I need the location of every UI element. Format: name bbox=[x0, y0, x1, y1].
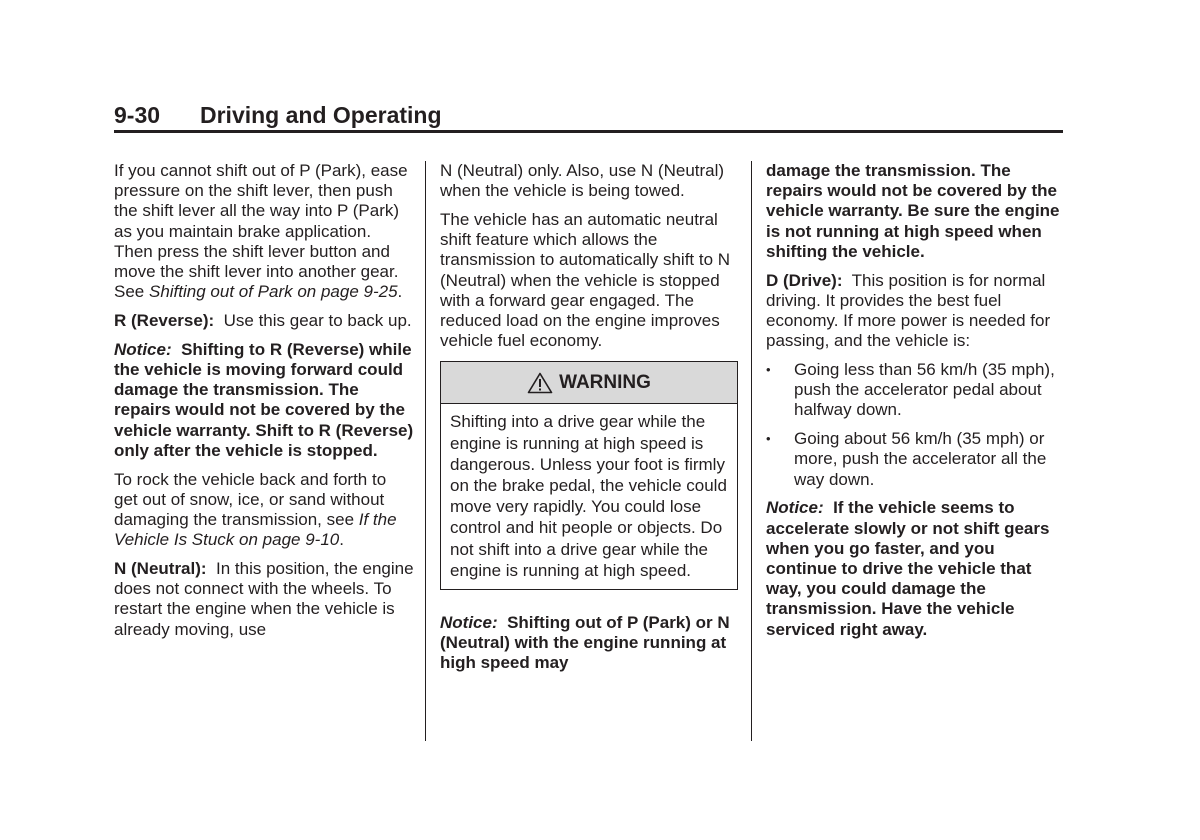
drive-paragraph: D (Drive): This position is for normal driving. It provides the best fuel economy. If more power is needed for passing, and the vehicle is: bbox=[766, 270, 1051, 351]
park-shift-paragraph: If you cannot shift out of P (Park), ease pressure on the shift lever, then push the shift lever all the way into P (Park) as you maintain brake application. Then press the shift lever button and move the shift lever into another gear. See Shifting out of Park on page 9-25. bbox=[114, 161, 408, 302]
slow-acceleration-notice: Notice: If the vehicle seems to accelerate slowly or not shift gears when you go faster, and you continue to drive the vehicle that way, you could damage the transmission. Have the vehicle serviced right away. bbox=[766, 498, 1050, 639]
warning-title: WARNING bbox=[559, 371, 651, 393]
neutral-label: N (Neutral): bbox=[114, 559, 207, 579]
shift-out-notice: Notice: Shifting out of P (Park) or N (Neutral) with the engine running at high speed may bbox=[440, 613, 730, 673]
column-divider-1 bbox=[425, 161, 426, 741]
warning-body: Shifting into a drive gear while the engine is running at high speed is dangerous. Unless your foot is firmly on the brake pedal, the vehicle could move very rapidly. You could lose control and hit people or objects. Do not shift into a drive gear while the engine is running at high speed. bbox=[450, 412, 727, 580]
notice-label: Notice: bbox=[440, 613, 498, 633]
warning-triangle-icon bbox=[527, 372, 553, 394]
list-item: • Going about 56 km/h (35 mph) or more, push the accelerator all the way down. bbox=[766, 429, 1047, 489]
column-2 bbox=[440, 161, 740, 682]
column-1 bbox=[114, 161, 414, 648]
list-item: • Going less than 56 km/h (35 mph), push the accelerator pedal about halfway down. bbox=[766, 360, 1055, 420]
bullet-icon: • bbox=[766, 362, 771, 378]
reverse-paragraph: R (Reverse): Use this gear to back up. bbox=[114, 311, 412, 331]
notice-label: Notice: bbox=[766, 498, 824, 518]
reverse-notice: Notice: Shifting to R (Reverse) while the vehicle is moving forward could damage the transmission. The repairs would not be covered by the vehicle warranty. Shift to R (Reverse) only after the vehicle is stopped. bbox=[114, 339, 414, 460]
shifting-out-of-park-reference: Shifting out of Park on page 9-25 bbox=[148, 282, 398, 302]
neutral-paragraph: N (Neutral): In this position, the engine does not connect with the wheels. To restart the engine when the vehicle is already moving, use bbox=[114, 559, 414, 639]
rock-vehicle-paragraph: To rock the vehicle back and forth to get out of snow, ice, or sand without damaging the transmission, see If the Vehicle Is Stuck on page 9-10. bbox=[114, 469, 397, 550]
neutral-continued-paragraph: N (Neutral) only. Also, use N (Neutral) when the vehicle is being towed. bbox=[440, 161, 725, 201]
neutral-shift-feature-paragraph: The vehicle has an automatic neutral shift feature which allows the transmission to automatically shift to N (Neutral) when the vehicle is stopped with a forward gear engaged. The reduced load on the engine improves vehicle fuel economy. bbox=[440, 210, 731, 351]
bullet-icon: • bbox=[766, 431, 771, 447]
section-title: Driving and Operating bbox=[200, 102, 442, 128]
notice-label: Notice: bbox=[114, 339, 172, 359]
page-number: 9-30 bbox=[114, 102, 161, 128]
vehicle-stuck-reference: If the Vehicle Is Stuck on page 9-10 bbox=[114, 510, 397, 550]
warning-box bbox=[440, 361, 738, 590]
column-3 bbox=[766, 161, 1066, 648]
shift-out-notice-continued: damage the transmission. The repairs would not be covered by the vehicle warranty. Be sure the engine is not running at high speed when shifting the vehicle. bbox=[766, 161, 1060, 261]
warning-header bbox=[441, 362, 737, 404]
reverse-label: R (Reverse): bbox=[114, 311, 215, 331]
drive-label: D (Drive): bbox=[766, 270, 843, 290]
column-divider-2 bbox=[751, 161, 752, 741]
page-header bbox=[114, 101, 1063, 133]
